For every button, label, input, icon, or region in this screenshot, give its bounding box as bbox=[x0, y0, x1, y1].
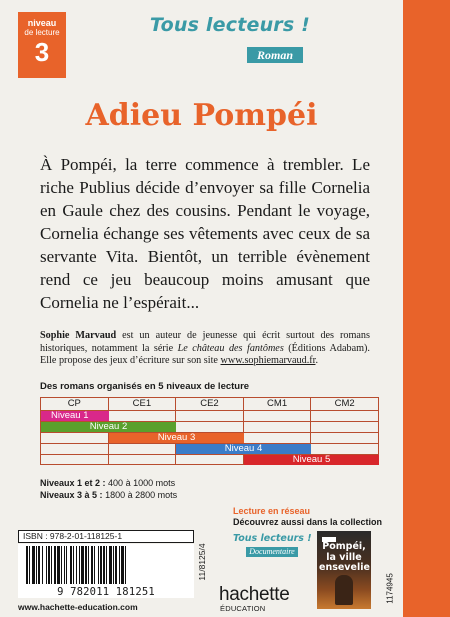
level-row-1 bbox=[40, 410, 379, 421]
collection-series: Tous lecteurs ! bbox=[233, 533, 312, 544]
level-bar-5: Niveau 5 bbox=[244, 455, 379, 465]
cover-figure bbox=[335, 575, 353, 605]
publisher-website[interactable]: www.hachette-education.com bbox=[18, 602, 138, 612]
barcode-bar bbox=[51, 546, 52, 584]
level-badge-line2: de lecture bbox=[24, 28, 60, 37]
collection-book-cover bbox=[317, 531, 371, 609]
levels-table bbox=[40, 397, 379, 465]
collection-line1: Lecture en réseau bbox=[233, 506, 311, 516]
barcode-bar bbox=[29, 546, 30, 584]
barcode-bar bbox=[125, 546, 126, 584]
level-row-5 bbox=[40, 454, 379, 465]
column-cm1: CM1 bbox=[244, 398, 312, 410]
barcode-bar bbox=[121, 546, 124, 584]
blurb-text: À Pompéi, la terre commence à trembler. Le riche Publius décide d’envoyer sa fille Cornelia en Gaule chez des cousins. Pendant le voyage, Cornelia échange ses vêtements avec ceux de sa servante Vita. Bientôt, un terrible évènement rend ce jeu beaucoup moins amusant que Cornelia ne l’espérait... bbox=[40, 155, 370, 312]
barcode-bar bbox=[81, 546, 84, 584]
collection-line2: Découvrez aussi dans la collection bbox=[233, 517, 383, 527]
level-bar-3: Niveau 3 bbox=[109, 433, 244, 443]
author-series-title: Le château des fantômes bbox=[177, 342, 284, 354]
barcode-bar bbox=[61, 546, 62, 584]
barcode-bar bbox=[36, 546, 37, 584]
barcode-bar bbox=[46, 546, 47, 584]
word-count-1: Niveaux 1 et 2 : 400 à 1000 mots bbox=[40, 478, 176, 488]
levels-table-title: Des romans organisés en 5 niveaux de lecture bbox=[40, 381, 250, 392]
genre-label: Roman bbox=[247, 47, 303, 63]
barcode-bar bbox=[79, 546, 80, 584]
barcode-bar bbox=[32, 546, 35, 584]
barcode-bar bbox=[73, 546, 74, 584]
barcode-bar bbox=[70, 546, 72, 584]
level-bar-1: Niveau 1 bbox=[41, 411, 109, 421]
levels-table-header bbox=[40, 397, 379, 410]
barcode-bar bbox=[91, 546, 93, 584]
vertical-code: 11/8125/4 bbox=[197, 543, 207, 581]
barcode-bar bbox=[103, 546, 105, 584]
barcode-bar bbox=[119, 546, 120, 584]
barcode-bar bbox=[42, 546, 43, 584]
barcode-bar bbox=[64, 546, 65, 584]
publisher-sub: ÉDUCATION bbox=[220, 604, 266, 613]
word-counts bbox=[40, 477, 177, 501]
author-text-1: est un auteur de jeunesse qui écrit surtout des romans historiques, notamment la série bbox=[40, 330, 370, 354]
barcode-bar bbox=[115, 546, 117, 584]
barcode-bar bbox=[100, 546, 102, 584]
barcode-bar bbox=[38, 546, 40, 584]
orange-side-band bbox=[403, 0, 450, 617]
blurb bbox=[40, 153, 370, 314]
barcode-bars bbox=[18, 544, 194, 586]
column-cp: CP bbox=[41, 398, 109, 410]
level-row-2 bbox=[40, 421, 379, 432]
column-ce1: CE1 bbox=[109, 398, 177, 410]
barcode-bar bbox=[98, 546, 99, 584]
author-bio bbox=[40, 330, 370, 368]
barcode-bar bbox=[76, 546, 77, 584]
barcode-bar bbox=[66, 546, 67, 584]
level-badge-number: 3 bbox=[34, 37, 50, 67]
level-row-3 bbox=[40, 432, 379, 443]
barcode-bar bbox=[48, 546, 50, 584]
level-bar-4: Niveau 4 bbox=[176, 444, 311, 454]
word-count-2: Niveaux 3 à 5 : 1800 à 2800 mots bbox=[40, 490, 178, 500]
side-number: 1174945 bbox=[385, 573, 395, 604]
barcode-bar bbox=[106, 546, 107, 584]
author-name: Sophie Marvaud bbox=[40, 330, 117, 341]
barcode-bar bbox=[54, 546, 56, 584]
barcode-bar bbox=[94, 546, 95, 584]
author-website-link[interactable]: www.sophiemarvaud.fr bbox=[220, 355, 316, 366]
level-badge bbox=[18, 12, 66, 78]
barcode-digits: 9 782011 181251 bbox=[18, 586, 194, 598]
collection-genre: Documentaire bbox=[246, 547, 298, 557]
level-row-4 bbox=[40, 443, 379, 454]
level-bar-2: Niveau 2 bbox=[41, 422, 176, 432]
barcode-bar bbox=[88, 546, 89, 584]
isbn-label: ISBN : 978-2-01-118125-1 bbox=[18, 530, 194, 543]
book-title: Adieu Pompéi bbox=[85, 98, 318, 133]
column-cm2: CM2 bbox=[311, 398, 379, 410]
level-badge-line1: niveau bbox=[27, 18, 57, 28]
barcode-bar bbox=[113, 546, 114, 584]
barcode-bar bbox=[85, 546, 87, 584]
cover-title: Pompéi, la ville ensevelie bbox=[319, 541, 370, 573]
series-title: Tous lecteurs ! bbox=[149, 14, 311, 36]
author-text-3: . bbox=[315, 355, 319, 366]
barcode-bar bbox=[26, 546, 28, 584]
publisher-logo: hachette bbox=[219, 584, 290, 605]
author-text-2: (Éditions Adabam). Elle propose des jeux d’écriture sur son site bbox=[40, 342, 370, 366]
collection-header bbox=[233, 506, 382, 528]
barcode-bar bbox=[57, 546, 60, 584]
barcode-bar bbox=[109, 546, 112, 584]
column-ce2: CE2 bbox=[176, 398, 244, 410]
